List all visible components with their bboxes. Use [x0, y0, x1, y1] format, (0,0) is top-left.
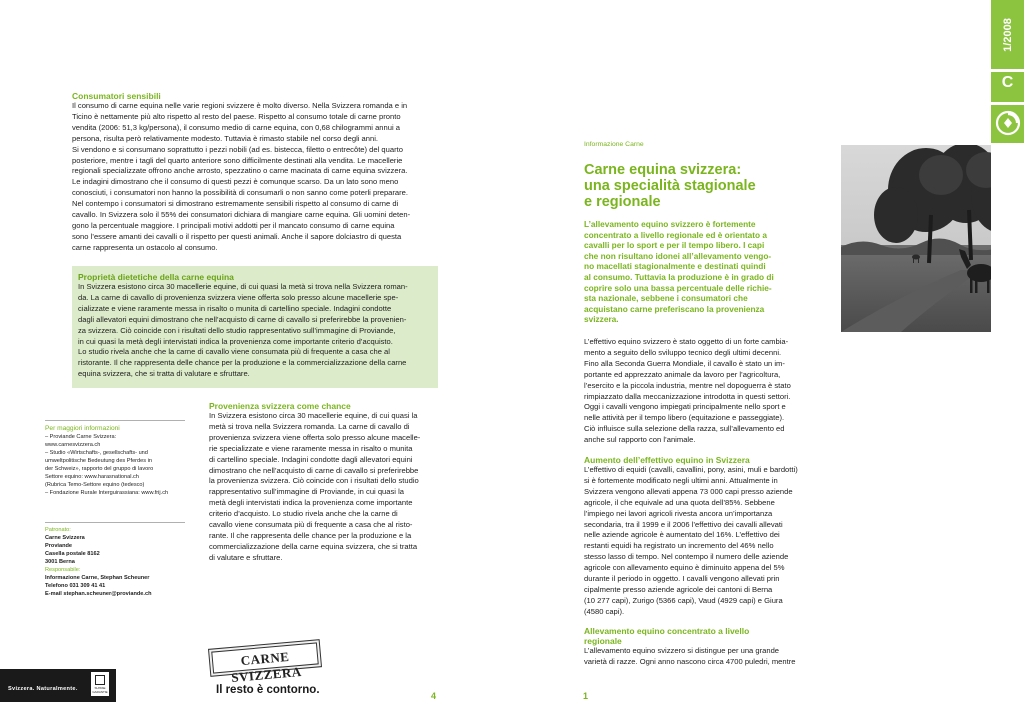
footer-band-text: Svizzera. Naturalmente. [8, 686, 78, 692]
text-line: Fino alla Seconda Guerra Mondiale, il cavallo è stato un im- [584, 358, 785, 368]
text-line: portante ed apprezzato animale da lavoro per l’agricoltura, [584, 369, 781, 379]
text-line: Nel contempo i consumatori si dimostrano estremamente sensibili rispetto al consumo di carne di [72, 199, 399, 209]
text-line: no macellati stagionalmente e destinati quindi [584, 261, 766, 272]
text-line: Oggi i cavalli vengono impiegati principalmente nello sport e [584, 402, 786, 412]
list-item: umweltpolitische Bedeutung des Pferdes in [45, 458, 152, 464]
consumers-body [72, 101, 437, 254]
more-info-list [45, 433, 185, 497]
text-line: regionali specializzate offrono anche arrosto, spezzatino o carne macinata di carne equina svizzera. [72, 166, 408, 176]
text-line: L’effettivo di equidi (cavalli, cavallini, pony, asini, muli e bardotti) [584, 465, 798, 474]
patron-address: Casella postale 8162 [45, 551, 100, 557]
text-line: svizzera. [584, 314, 619, 325]
text-line: Ciò influisce sulla selezione della razza, sull’allevamento ed [584, 424, 785, 434]
issue-date [993, 6, 1023, 64]
numbers-body [584, 465, 812, 618]
text-line: cavallo. In Svizzera solo il 55% dei consumatori dichiara di mangiare carne equina. Gli uomini deten- [72, 210, 411, 220]
text-line: L’allevamento equino svizzero è fortemente [584, 219, 756, 229]
section-label: Informazione Carne [584, 141, 644, 148]
text-line: L’allevamento equino svizzero si distingue per una grande [584, 646, 780, 655]
list-item: (Rubrica Temo-Settore equino (tedesco) [45, 482, 145, 488]
page-title [584, 162, 814, 210]
text-line: Ticino è nettamente più alto rispetto al resto del paese. Rispetto al consumo totale di carne pronto [72, 111, 401, 121]
text-line: carne rappresenta un ostacolo al consumo. [72, 242, 218, 252]
text-line: persona, risulta però relativamente modesto. Tuttavia è rimasto stabile nel corso degli anni. [72, 133, 379, 143]
text-line: cipalmente presso aziende agricole dei cantoni di Berna [584, 584, 773, 594]
page-number-right: 1 [583, 691, 589, 701]
page-number-left: 4 [431, 691, 437, 701]
text-line: varietà di razze. Ogni anno nascono circa 4700 puledri, mentre [584, 656, 796, 666]
logo-text: CARNE SVIZZERA [230, 648, 303, 685]
title-line: Carne equina svizzera: [584, 162, 742, 178]
contact-email[interactable]: E-mail stephan.scheuner@proviande.ch [45, 591, 152, 597]
text-line: da. La carne di cavallo di provenienza svizzera viene offerta solo presso alcune macellerie spe- [78, 292, 399, 302]
title-line: una specialità stagionale [584, 178, 756, 194]
lead-paragraph [584, 219, 812, 325]
title-line: e regionale [584, 194, 661, 210]
text-line: Svizzera vengono allevati appena 73 000 capi presso aziende [584, 486, 793, 496]
contact-phone: Telefono 031 309 41 41 [45, 583, 106, 589]
patron-address: 3001 Berna [45, 559, 75, 565]
text-line: l’esercito e la piccola industria, mentre nel dopoguerra è stato [584, 380, 791, 390]
concentrated-body [584, 646, 812, 668]
text-line: mento a seguito dello sviluppo tecnico degli ultimi decenni. [584, 347, 782, 357]
text-line: la provenienza svizzera. Ciò coincide con i risultati dello studio [209, 476, 419, 486]
seal-mark-icon [95, 675, 105, 685]
text-line: In Svizzera esistono circa 30 macellerie equine, di cui quasi la [209, 411, 418, 420]
text-line: stesso lasso di tempo. Nel contempo il numero delle aziende [584, 552, 789, 562]
patron-label: Patronato: [45, 527, 71, 533]
text-line: nelle aziende agricole è aumentato del 16%. L’effettivo dei [584, 530, 780, 540]
text-line: cializzate e viene raramente messa in risalto o munita di cartellino speciale. Indagini condotte [78, 303, 392, 313]
text-line: si è fortemente modificato negli ultimi anni. Attualmente in [584, 475, 778, 485]
text-line: di cartellino speciale. Indagini condotte dagli allevatori equini [209, 454, 413, 464]
text-line: concentrato a livello regionale ed è orientato a [584, 229, 768, 240]
text-line: Le indagini dimostrano che il consumo di questi pezzi è comunque scarso. Da un lato sono meno [72, 177, 399, 187]
text-line: metà degli intervistati indica la provenienza come importante [209, 498, 413, 508]
patron-org: Proviande [45, 543, 73, 549]
patron-org: Carne Svizzera [45, 535, 85, 541]
text-line: dimostrano che nell’acquisto di carne di cavallo si preferirebbe [209, 465, 419, 475]
text-line: In Svizzera esistono circa 30 macellerie equine, di cui quasi la metà si trova nella Svizzera roman- [78, 282, 408, 291]
text-line: nelle attività per il tempo libero (equitazione e passeggiate). [584, 413, 785, 423]
patronage-contact [45, 522, 185, 598]
text-line: Si vendono e si consumano soprattutto i pezzi nobili (ad es. bistecca, filetto o entrecôte) del quarto [72, 144, 403, 154]
text-line: di valutare e sfruttare. [209, 552, 283, 562]
responsible-name: Informazione Carne, Stephan Scheuner [45, 575, 150, 581]
text-line: cavalli per lo sport e per il tempo libero. I capi [584, 240, 765, 251]
text-line: agricole, il che equivale ad una quota dell’85%. Sebbene [584, 497, 775, 507]
dietary-properties-box [72, 266, 438, 388]
section-regional-breeding [584, 626, 812, 668]
link-carnesvizzera[interactable]: www.carnesvizzera.ch [45, 442, 101, 448]
numbers-heading: Aumento dell’effettivo equino in Svizzera [584, 455, 750, 465]
text-line: coprire solo una bassa percentuale delle richie- [584, 282, 772, 293]
list-item: – Studio «Wirtschafts-, gesellschafts- und [45, 450, 148, 456]
text-line: vendita (2006: 51,3 kg/persona), il consumo medio di carne equina, con 0,68 chilogrammi annui a [72, 122, 400, 132]
text-line: rie specializzate e viene raramente messa in risalto o munita [209, 443, 413, 453]
more-information [45, 420, 185, 497]
section-herd-increase [584, 455, 812, 618]
text-line: Lo studio rivela anche che la carne di cavallo viene consumata più di frequente a casa che al [78, 347, 390, 357]
diet-heading: Proprietà dietetiche della carne equina [78, 272, 234, 282]
section-swiss-origin [209, 401, 437, 564]
text-line: Il consumo di carne equina nelle varie regioni svizzere è molto diverso. Nella Svizzera romanda e in [72, 101, 408, 110]
cycle-icon [995, 110, 1021, 136]
concentrated-heading [584, 626, 812, 646]
suisse-garantie-seal [91, 672, 109, 696]
carne-svizzera-logo [208, 639, 322, 685]
text-line: (10 277 capi), Zurigo (5366 capi), Vaud (4929 capi) e Giura [584, 595, 783, 605]
section-letter: C [1001, 74, 1014, 91]
text-line: secondaria, tra il 1999 e il 2006 l’effettivo dei cavalli allevati [584, 519, 783, 529]
text-line: criterio d’acquisto. Lo studio rivela anche che la carne di [209, 509, 398, 519]
seal-text: SUISSE GARANTIE [92, 686, 108, 694]
text-line: restanti equidi ha registrato un incremento del 46% nello [584, 541, 774, 551]
origin-body [209, 411, 437, 564]
list-item: – Proviande Carne Svizzera: [45, 434, 117, 440]
text-line: commercializzazione della carne equina svizzera, che si tratta [209, 541, 418, 551]
text-line: rimpiazzato dalla meccanizzazione introdotta in questi settori. [584, 391, 791, 401]
text-line: in cui quasi la metà degli intervistati indica la provenienza come importante criterio d’acquisto. [78, 336, 393, 346]
responsible-label: Responsabile: [45, 567, 81, 573]
issue-date-text: 1/2008 [1002, 18, 1014, 52]
text-line: rappresentativo sull’immagine di Proviande, in cui quasi la [209, 487, 405, 497]
slogan: Il resto è contorno. [216, 684, 320, 696]
text-line: l’impiego nei lavori agricoli rivesta ancora un’importanza [584, 508, 773, 518]
text-line: conosciuti, i consumatori non hanno la possibilità di consumarli o non sanno come poterli preparare. [72, 188, 409, 198]
consumers-heading: Consumatori sensibili [72, 91, 161, 101]
text-line: al consumo. Tuttavia la produzione è in grado di [584, 271, 774, 282]
text-line: posteriore, mentre i tagli del quarto anteriore sono difficilmente destinati alla vendita. Le macellerie [72, 155, 403, 165]
text-line: L’effettivo equino svizzero è stato oggetto di un forte cambia- [584, 337, 789, 346]
text-line: dagli allevatori equini dimostrano che nell’acquisto di carne di cavallo si preferirebbe la provenien- [78, 314, 407, 324]
text-line: che non risultano idonei all’allevamento vengo- [584, 250, 772, 261]
section-consumers [72, 91, 437, 254]
intro-paragraph [584, 337, 812, 446]
link-frij[interactable]: – Fondazione Rurale Interguirassiana: www.frij.ch [45, 490, 169, 496]
text-line: cavallo viene consumata più di frequente a casa che al risto- [209, 520, 413, 530]
text-line: sono l’essere amanti dei cavalli o il rispetto per questi animali. Anche il sapore dolciastro di questa [72, 231, 402, 241]
text-line: gono la percentuale maggiore. I principali motivi addotti per il mancato consumo di carne equina [72, 220, 395, 230]
text-line: durante il periodo in oggetto. I cavalli vengono allevati prin [584, 574, 780, 584]
diet-body [78, 282, 434, 380]
text-line: za svizzera. Ciò coincide con i risultati dello studio rappresentativo sull’immagine di Proviande, [78, 325, 396, 335]
text-line: metà si trova nella Svizzera romanda. La carne di cavallo di [209, 421, 410, 431]
text-line: (4580 capi). [584, 606, 625, 616]
heading-line: regionale [584, 636, 622, 646]
heading-line: Allevamento equino concentrato a livello [584, 626, 750, 636]
text-line: equina svizzera, che si tratta di valutare e sfruttare. [78, 369, 250, 379]
list-item: der Schweiz», rapporto del gruppo di lavoro [45, 466, 154, 472]
more-info-heading: Per maggiori informazioni [45, 425, 120, 432]
origin-heading: Provenienza svizzera come chance [209, 401, 351, 411]
text-line: anche sul rapporto con l’animale. [584, 435, 696, 445]
text-line: rante. Il che rappresenta delle chance per la produzione e la [209, 530, 412, 540]
text-line: provenienza svizzera viene offerta solo presso alcune macelle- [209, 432, 421, 442]
text-line: sta nazionale, sebbene i consumatori che [584, 293, 748, 304]
text-line: agricole con allevamento equino è diminuito appena del 5% [584, 563, 785, 573]
link-harasnational[interactable]: Settore equino: www.harasnational.ch [45, 474, 139, 480]
text-line: ristorante. Il che rappresenta delle chance per la produzione e la commercializzazione della carne [78, 358, 407, 368]
text-line: acquistano carne preferiscano la provenienza [584, 303, 765, 314]
